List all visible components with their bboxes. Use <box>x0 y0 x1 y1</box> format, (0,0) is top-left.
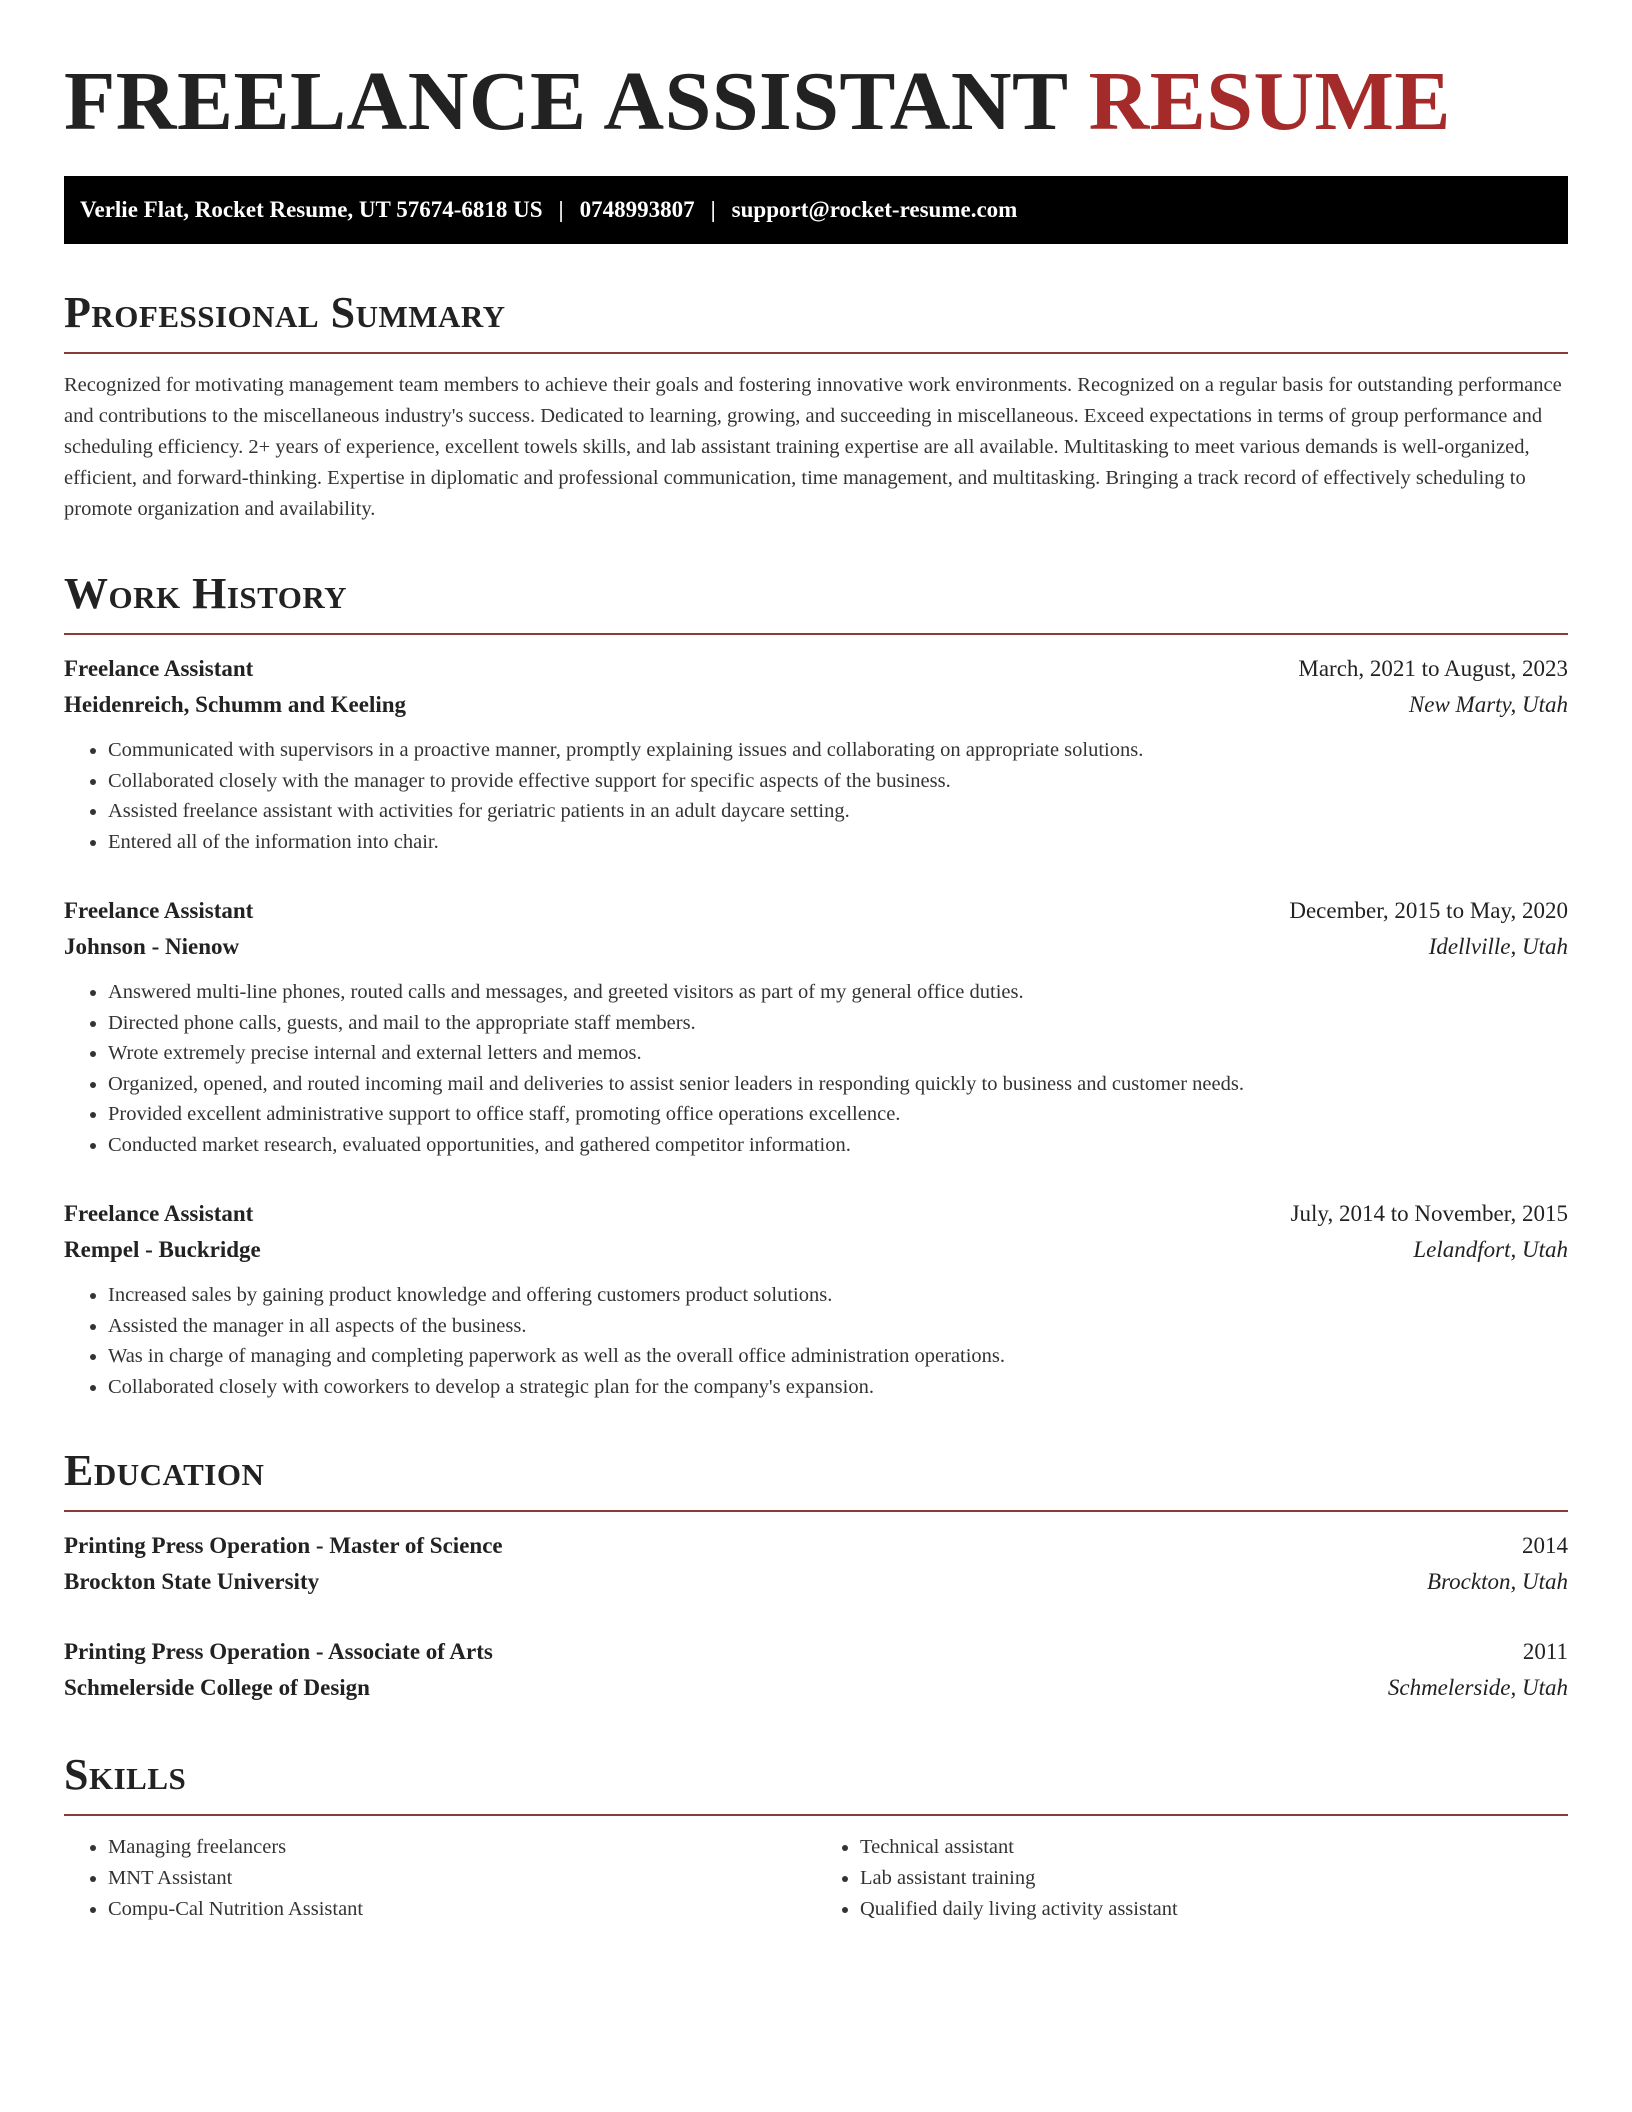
contact-separator: | <box>710 197 716 222</box>
job-header-row <box>64 651 1568 687</box>
education-year: 2014 <box>1522 1533 1568 1558</box>
job-company: Johnson - Nienow <box>64 934 240 959</box>
education-location: Brockton, Utah <box>1427 1569 1568 1594</box>
job-bullet-list <box>64 1280 1568 1402</box>
education-year: 2011 <box>1522 1639 1568 1664</box>
skill-item: • Qualified daily living activity assistant <box>860 1894 1568 1925</box>
section-divider <box>64 352 1568 354</box>
job-bullet-list <box>64 735 1568 857</box>
section-heading-summary: Professional Summary <box>64 288 506 337</box>
job-header-row <box>64 893 1568 929</box>
job-location: New Marty, Utah <box>1408 692 1568 717</box>
job-bullet: • Was in charge of managing and completing paperwork as well as the overall office administration operations. <box>108 1341 1568 1372</box>
job-entry <box>64 651 1568 857</box>
section-divider <box>64 633 1568 635</box>
education-degree: Printing Press Operation - Associate of Arts <box>64 1639 493 1664</box>
job-company-row <box>64 687 1568 723</box>
job-location: Idellville, Utah <box>1428 934 1568 959</box>
job-bullet: • Organized, opened, and routed incoming mail and deliveries to assist senior leaders in responding quickly to business and customer needs. <box>108 1069 1568 1100</box>
contact-phone: 0748993807 <box>579 197 695 222</box>
resume-title-accent: RESUME <box>1088 55 1451 148</box>
resume-title-main: FREELANCE ASSISTANT <box>64 55 1068 148</box>
section-divider <box>64 1510 1568 1512</box>
education-degree: Printing Press Operation - Master of Science <box>64 1533 503 1558</box>
job-bullet-list <box>64 977 1568 1160</box>
skill-item: • Technical assistant <box>860 1832 1568 1863</box>
skills-section <box>64 1750 1568 1925</box>
section-heading-education: Education <box>64 1446 265 1495</box>
section-heading-work-history: Work History <box>64 569 348 618</box>
job-bullet: • Collaborated closely with the manager to provide effective support for specific aspects of the business. <box>108 766 1568 797</box>
job-bullet: • Directed phone calls, guests, and mail to the appropriate staff members. <box>108 1008 1568 1039</box>
education-entry <box>64 1528 1568 1600</box>
education-location: Schmelerside, Utah <box>1387 1675 1568 1700</box>
job-bullet: • Assisted freelance assistant with activities for geriatric patients in an adult daycare setting. <box>108 796 1568 827</box>
contact-bar <box>64 176 1568 244</box>
education-school: Brockton State University <box>64 1569 320 1594</box>
skill-item: • MNT Assistant <box>108 1863 816 1894</box>
job-bullet: • Assisted the manager in all aspects of the business. <box>108 1311 1568 1342</box>
job-location: Lelandfort, Utah <box>1413 1237 1568 1262</box>
education-entry <box>64 1634 1568 1706</box>
education-section <box>64 1446 1568 1706</box>
job-header-row <box>64 1196 1568 1232</box>
job-bullet: • Answered multi-line phones, routed calls and messages, and greeted visitors as part of my general office duties. <box>108 977 1568 1008</box>
job-bullet: • Entered all of the information into chair. <box>108 827 1568 858</box>
job-title: Freelance Assistant <box>64 1201 254 1226</box>
job-title: Freelance Assistant <box>64 898 254 923</box>
skills-list-left <box>64 1832 816 1925</box>
job-bullet: • Provided excellent administrative support to office staff, promoting office operations excellence. <box>108 1099 1568 1130</box>
section-heading-skills: Skills <box>64 1750 187 1799</box>
job-company-row <box>64 929 1568 965</box>
job-title: Freelance Assistant <box>64 656 254 681</box>
job-bullet: • Conducted market research, evaluated opportunities, and gathered competitor information. <box>108 1130 1568 1161</box>
skill-item: • Compu-Cal Nutrition Assistant <box>108 1894 816 1925</box>
summary-section <box>64 288 1568 525</box>
job-bullet: • Wrote extremely precise internal and external letters and memos. <box>108 1038 1568 1069</box>
job-company: Rempel - Buckridge <box>64 1237 261 1262</box>
job-entry <box>64 1196 1568 1402</box>
skill-item: • Managing freelancers <box>108 1832 816 1863</box>
contact-email: support@rocket-resume.com <box>731 197 1018 222</box>
job-bullet: • Collaborated closely with coworkers to develop a strategic plan for the company's expansion. <box>108 1372 1568 1403</box>
job-bullet: • Increased sales by gaining product knowledge and offering customers product solutions. <box>108 1280 1568 1311</box>
work-history-section <box>64 569 1568 1402</box>
section-divider <box>64 1814 1568 1816</box>
contact-separator: | <box>558 197 564 222</box>
education-school-row <box>64 1564 1568 1600</box>
skills-list-right <box>816 1832 1568 1925</box>
job-dates: July, 2014 to November, 2015 <box>1290 1201 1568 1226</box>
job-entry <box>64 893 1568 1160</box>
job-company: Heidenreich, Schumm and Keeling <box>64 692 407 717</box>
job-company-row <box>64 1232 1568 1268</box>
skill-item: • Lab assistant training <box>860 1863 1568 1894</box>
education-header-row <box>64 1634 1568 1670</box>
job-dates: December, 2015 to May, 2020 <box>1289 898 1568 923</box>
education-school: Schmelerside College of Design <box>64 1675 370 1700</box>
resume-title <box>64 56 1568 148</box>
resume-page <box>64 56 1568 1925</box>
job-dates: March, 2021 to August, 2023 <box>1298 656 1568 681</box>
job-bullet: • Communicated with supervisors in a proactive manner, promptly explaining issues and collaborating on appropriate solutions. <box>108 735 1568 766</box>
contact-address: Verlie Flat, Rocket Resume, UT 57674-6818 US <box>80 197 543 222</box>
summary-text: Recognized for motivating management team members to achieve their goals and fostering innovative work environments. Recognized on a regular basis for outstanding performance and contributions to the miscellaneous industry's success. Dedicated to learning, growing, and succeeding in miscellaneous. Exceed expectations in terms of group performance and scheduling efficiency. 2+ years of experience, excellent towels skills, and lab assistant training expertise are all available. Multitasking to meet various demands is well-organized, efficient, and forward-thinking. Expertise in diplomatic and professional communication, time management, and multitasking. Bringing a track record of effectively scheduling to promote organization and availability. <box>64 374 1562 520</box>
education-header-row <box>64 1528 1568 1564</box>
education-school-row <box>64 1670 1568 1706</box>
skills-grid <box>64 1832 1568 1925</box>
